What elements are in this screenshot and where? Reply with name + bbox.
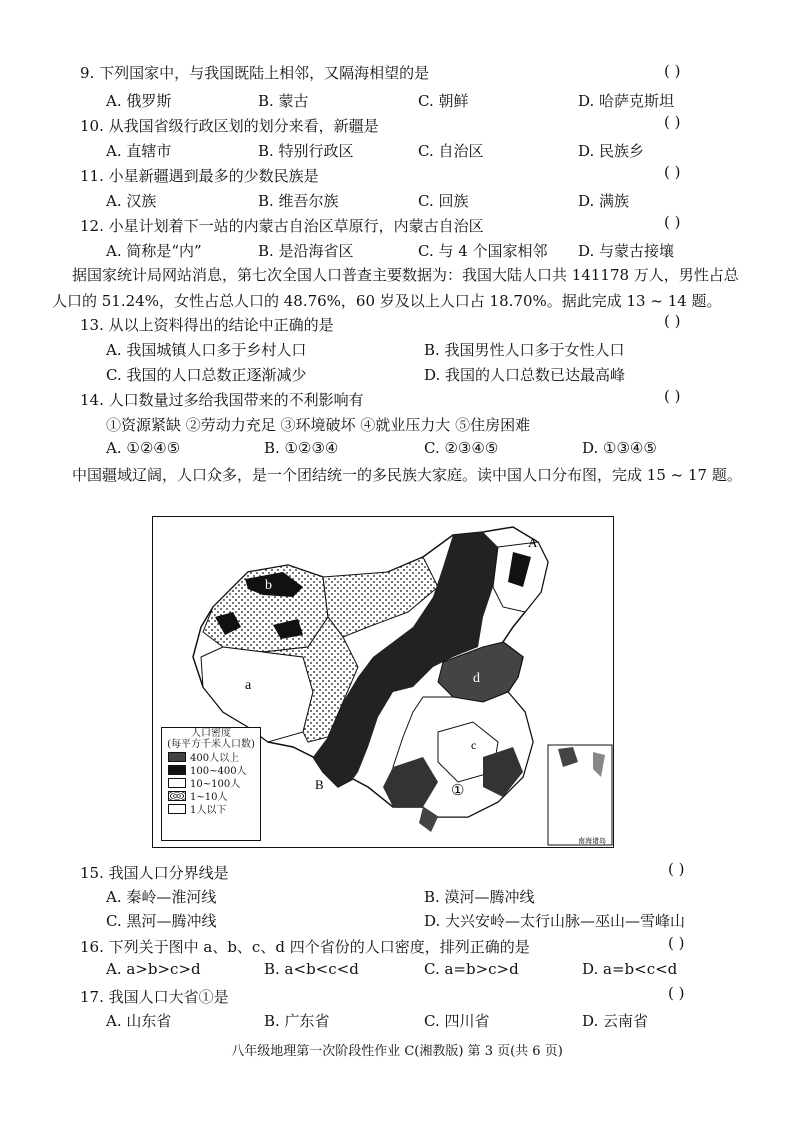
option-b: B. ①②③④	[264, 439, 339, 457]
option-c: C. 黑河—腾冲线	[106, 912, 217, 930]
option-d: D. 大兴安岭—太行山脉—巫山—雪峰山	[424, 912, 686, 930]
option-a: A. a>b>c>d	[106, 960, 201, 978]
question-stem: 13. 从以上资料得出的结论中正确的是	[80, 316, 334, 334]
option-a: A. 山东省	[106, 1012, 172, 1030]
option-d: D. ①③④⑤	[582, 439, 657, 457]
option-a: A. 我国城镇人口多于乡村人口	[106, 341, 307, 359]
china-population-density-map	[152, 516, 614, 848]
option-a: A. 简称是“内”	[106, 242, 202, 260]
inset-label: 南海诸岛	[578, 837, 606, 845]
option-c: C. a=b>c>d	[424, 960, 519, 978]
option-a: A. 俄罗斯	[106, 92, 172, 110]
map-legend	[161, 727, 261, 841]
passage-population-map: 中国疆域辽阔，人口众多，是一个团结统一的多民族大家庭。读中国人口分布图，完成 15 ~ 17 题。	[72, 466, 742, 484]
question-stem: 17. 我国人口大省①是	[80, 988, 229, 1006]
option-c: C. ②③④⑤	[424, 439, 499, 457]
answer-bracket: ( )	[668, 860, 685, 878]
option-d: D. 哈萨克斯坦	[578, 92, 675, 110]
option-b: B. a<b<c<d	[264, 960, 359, 978]
option-a: A. 汉族	[106, 192, 157, 210]
label-c: c	[471, 738, 477, 752]
legend-swatch	[168, 804, 186, 814]
option-c: C. 四川省	[424, 1012, 490, 1030]
legend-swatch	[168, 778, 186, 788]
legend-subtitle: (每平方千米人口数)	[167, 739, 255, 750]
option-d: D. 与蒙古接壤	[578, 242, 675, 260]
answer-bracket: ( )	[668, 984, 685, 1002]
option-a: A. 秦岭—淮河线	[106, 888, 217, 906]
legend-swatch	[168, 765, 186, 775]
question-stem: 14. 人口数量过多给我国带来的不利影响有	[80, 391, 364, 409]
option-c: C. 自治区	[418, 142, 484, 160]
question-stem: 15. 我国人口分界线是	[80, 864, 229, 882]
question-stem: 16. 下列关于图中 a、b、c、d 四个省份的人口密度，排列正确的是	[80, 938, 530, 956]
option-c: C. 我国的人口总数正逐渐减少	[106, 366, 307, 384]
option-a: A. 直辖市	[106, 142, 172, 160]
answer-bracket: ( )	[664, 312, 681, 330]
answer-bracket: ( )	[664, 163, 681, 181]
label-province-1: ①	[451, 783, 465, 799]
legend-label: 100~400人	[190, 766, 247, 777]
question-stem: 12. 小星计划着下一站的内蒙古自治区草原行，内蒙古自治区	[80, 217, 484, 235]
option-d: D. 民族乡	[578, 142, 645, 160]
question-stem: 10. 从我国省级行政区划的划分来看，新疆是	[80, 117, 379, 135]
option-c: C. 回族	[418, 192, 469, 210]
legend-label: 1人以下	[190, 805, 227, 816]
option-d: D. a=b<c<d	[582, 960, 678, 978]
option-b: B. 维吾尔族	[258, 192, 339, 210]
answer-bracket: ( )	[664, 387, 681, 405]
option-b: B. 漠河—腾冲线	[424, 888, 535, 906]
legend-swatch	[168, 752, 186, 762]
option-b: B. 蒙古	[258, 92, 309, 110]
legend-swatch	[168, 791, 186, 801]
question-stem: 9. 下列国家中，与我国既陆上相邻，又隔海相望的是	[80, 64, 430, 82]
label-b: b	[265, 578, 272, 593]
answer-bracket: ( )	[664, 213, 681, 231]
answer-bracket: ( )	[664, 113, 681, 131]
question-stem: 11. 小星新疆遇到最多的少数民族是	[80, 167, 319, 185]
page-footer: 八年级地理第一次阶段性作业 C(湘教版) 第 3 页(共 6 页)	[231, 1044, 563, 1059]
question-statements: ①资源紧缺 ②劳动力充足 ③环境破坏 ④就业压力大 ⑤住房困难	[106, 416, 531, 434]
option-c: C. 朝鲜	[418, 92, 469, 110]
label-B: B	[315, 777, 324, 792]
legend-label: 1~10人	[190, 792, 228, 803]
legend-label: 400人以上	[190, 753, 240, 764]
label-A: A	[528, 535, 538, 550]
passage-population-census: 据国家统计局网站消息，第七次全国人口普查主要数据为：我国大陆人口共 141178 万人，男性占总人口的 51.24%，女性占总人口的 48.76%，60 岁及以上人口占 18.70%。据此完成 13 ~ 14 题。	[52, 266, 739, 310]
option-b: B. 广东省	[264, 1012, 330, 1030]
option-d: D. 云南省	[582, 1012, 649, 1030]
answer-bracket: ( )	[664, 62, 681, 80]
legend-label: 10~100人	[190, 779, 241, 790]
option-c: C. 与 4 个国家相邻	[418, 242, 548, 260]
option-d: D. 我国的人口总数已达最高峰	[424, 366, 626, 384]
label-a: a	[245, 678, 252, 693]
legend-title: 人口密度	[191, 728, 231, 739]
option-b: B. 特别行政区	[258, 142, 354, 160]
legend-item	[162, 802, 260, 815]
option-b: B. 我国男性人口多于女性人口	[424, 341, 625, 359]
option-d: D. 满族	[578, 192, 630, 210]
answer-bracket: ( )	[668, 934, 685, 952]
option-b: B. 是沿海省区	[258, 242, 354, 260]
option-a: A. ①②④⑤	[106, 439, 181, 457]
label-d: d	[473, 671, 480, 686]
